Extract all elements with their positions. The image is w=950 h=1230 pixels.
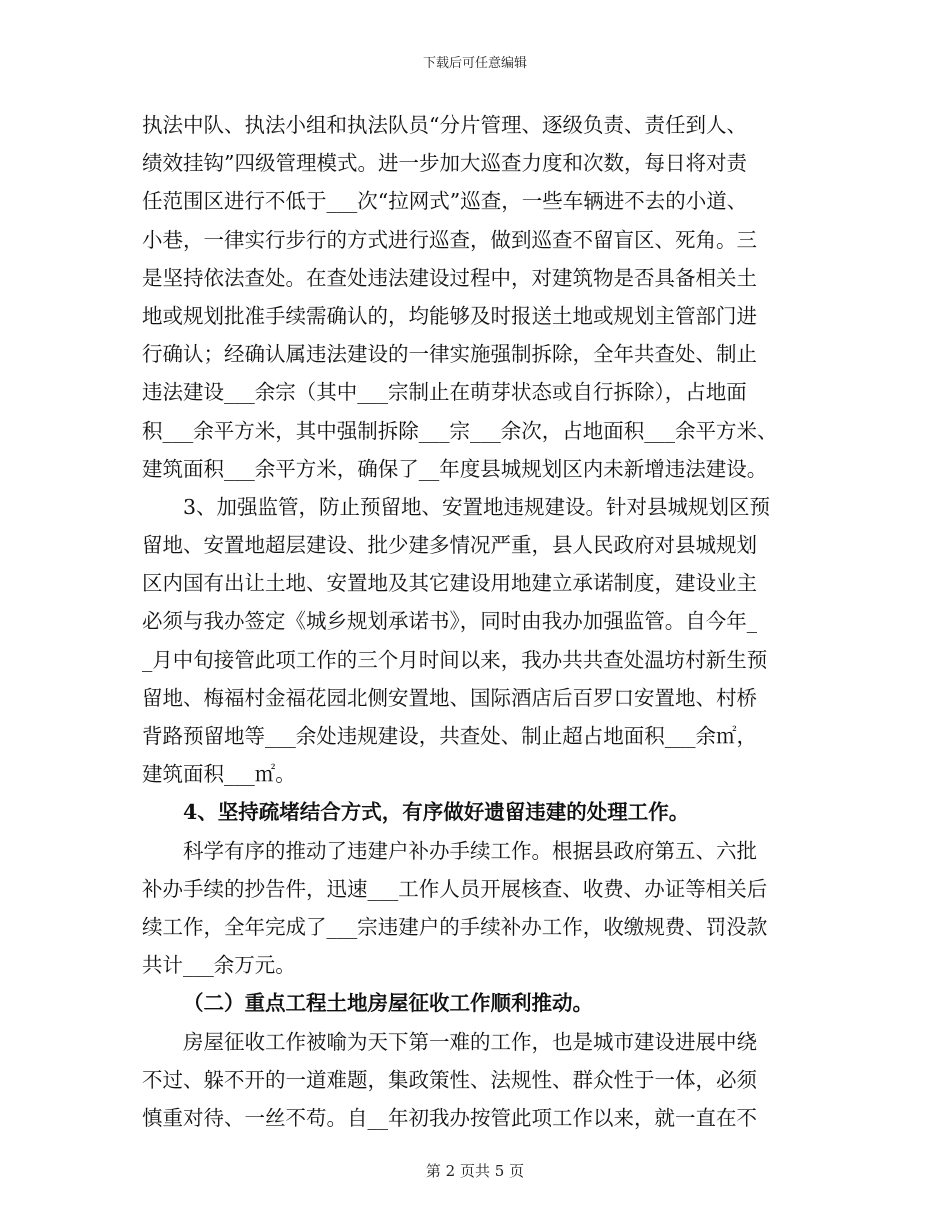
paragraph-line: 不过、躲不开的一道难题，集政策性、法规性、群众性于一体，必须 (142, 1067, 757, 1092)
paragraph-line: 科学有序的推动了违建户补办手续工作。根据县政府第五、六批 (183, 838, 757, 863)
paragraph-line: 房屋征收工作被喻为天下第一难的工作，也是城市建设进展中绕 (183, 1029, 757, 1054)
document-body (142, 106, 812, 1137)
paragraph-line: 小巷，一律实行步行的方式进行巡查，做到巡查不留盲区、死角。三 (142, 227, 757, 252)
page-footer: 第 2 页共 5 页 (425, 1162, 525, 1180)
paragraph-line: 补办手续的抄告件，迅速___工作人员开展核查、收费、办证等相关后 (142, 876, 768, 901)
section-heading-line: （二）重点工程土地房屋征收工作顺利推动。 (183, 991, 593, 1016)
paragraph-line: 绩效挂钩”四级管理模式。进一步加大巡查力度和次数，每日将对责 (142, 151, 747, 176)
paragraph-line: 建筑面积___㎡。 (142, 762, 296, 787)
paragraph-line: _月中旬接管此项工作的三个月时间以来，我办共共查处温坊村新生预 (142, 647, 768, 672)
paragraph-line: 区内国有出让土地、安置地及其它建设用地建立承诺制度，建设业主 (142, 571, 757, 596)
paragraph-line: 背路预留地等___余处违规建设，共查处、制止超占地面积___余㎡， (142, 724, 757, 748)
paragraph-line: 任范围区进行不低于___次“拉网式”巡查，一些车辆进不去的小道、 (142, 189, 748, 214)
paragraph-line: 建筑面积___余平方米，确保了__年度县城规划区内未新增违法建设。 (142, 456, 768, 481)
paragraph-line: 行确认；经确认属违法建设的一律实施强制拆除，全年共查处、制止 (142, 342, 757, 367)
section-heading-line: 4、坚持疏堵结合方式，有序做好遗留违建的处理工作。 (183, 800, 690, 825)
paragraph-line: 执法中队、执法小组和执法队员“分片管理、逐级负责、责任到人、 (142, 113, 747, 137)
paragraph-line: 是坚持依法查处。在查处违法建设过程中，对建筑物是否具备相关土 (142, 265, 757, 290)
page-header: 下载后可任意编辑 (422, 56, 527, 71)
paragraph-line: 3、加强监管，防止预留地、安置地违规建设。针对县城规划区预 (183, 494, 771, 519)
paragraph-line: 地或规划批准手续需确认的，均能够及时报送土地或规划主管部门进 (142, 303, 757, 328)
paragraph-line: 必须与我办签定《城乡规划承诺书》，同时由我办加强监管。自今年_ (142, 609, 757, 634)
paragraph-line: 留地、梅福村金福花园北侧安置地、国际酒店后百罗口安置地、村桥 (142, 685, 757, 710)
paragraph-line: 续工作，全年完成了___宗违建户的手续补办工作，收缴规费、罚没款 (142, 914, 768, 939)
paragraph-line: 慎重对待、一丝不苟。自__年初我办按管此项工作以来，就一直在不 (142, 1105, 757, 1130)
paragraph-line: 共计___余万元。 (142, 953, 296, 978)
paragraph-line: 违法建设___余宗（其中___宗制止在萌芽状态或自行拆除），占地面 (142, 380, 747, 405)
paragraph-line: 留地、安置地超层建设、批少建多情况严重，县人民政府对县城规划 (142, 533, 757, 558)
paragraph-line: 积___余平方米，其中强制拆除___宗___余次，占地面积___余平方米、 (142, 418, 778, 443)
